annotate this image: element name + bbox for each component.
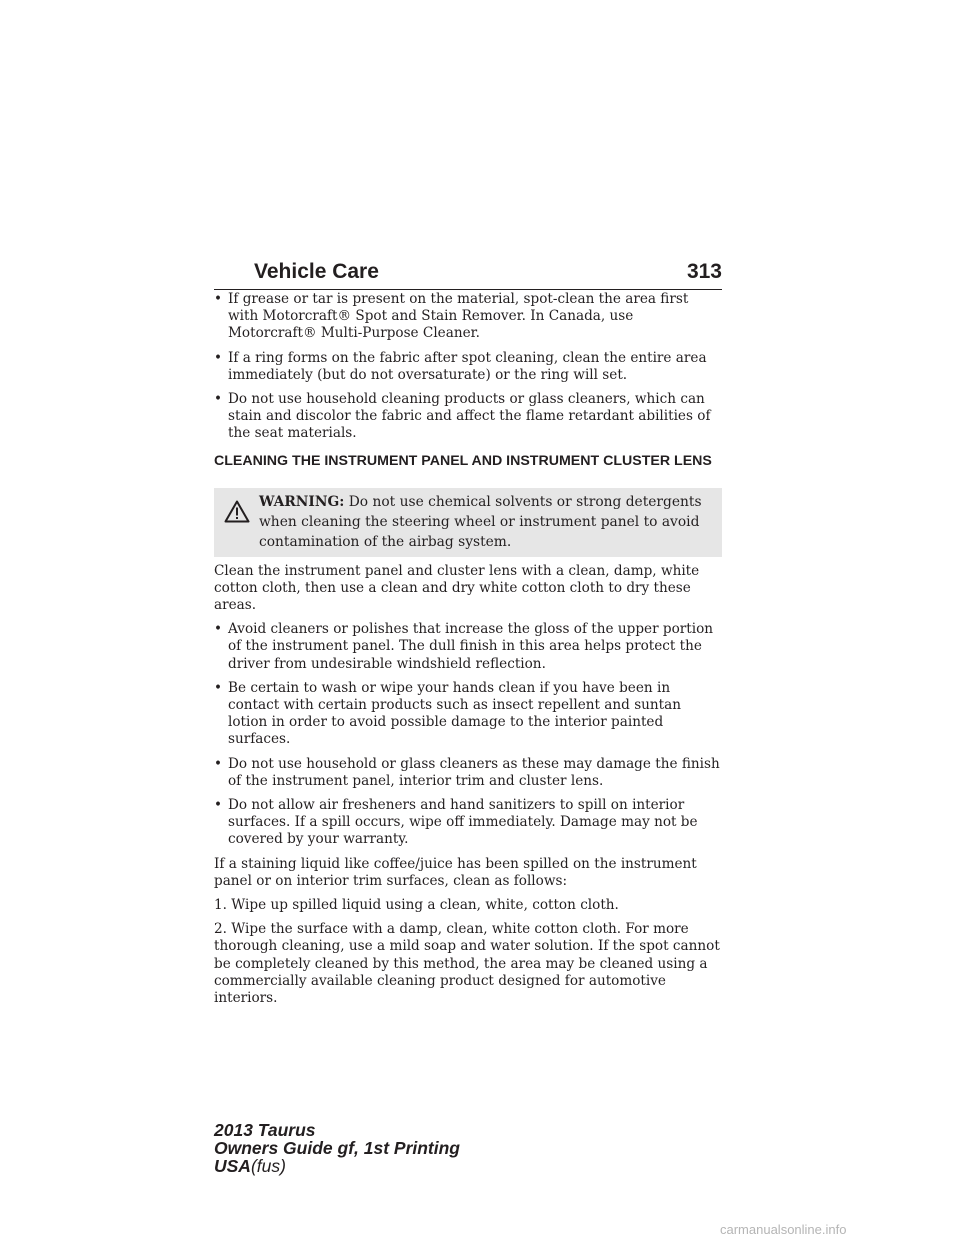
list-item-text: Be certain to wash or wipe your hands clean if you have been in contact with certain products such as insect repellent and suntan lotion in order to avoid possible damage to the interior painted surfaces.	[228, 679, 682, 748]
step-1: 1. Wipe up spilled liquid using a clean, white, cotton cloth.	[214, 897, 619, 914]
list-item-text: Do not use household cleaning products or glass cleaners, which can stain and discolor the fabric and affect the flame retardant abilities of the seat materials.	[228, 391, 711, 442]
list-item	[214, 291, 722, 343]
document-footer	[214, 1121, 460, 1175]
step-2: 2. Wipe the surface with a damp, clean, white cotton cloth. For more thorough cleaning, use a mild soap and water solution. If the spot cannot be completely cleaned by this method, the area may be cleaned using a commercially available cleaning product designed for automotive interiors.	[214, 921, 720, 1007]
list-item	[214, 350, 722, 384]
footer-guide: Owners Guide gf, 1st Printing	[214, 1138, 460, 1158]
list-item	[214, 797, 722, 849]
page-header	[214, 252, 722, 292]
section-title: Vehicle Care	[254, 260, 379, 283]
page-number: 313	[686, 260, 722, 283]
list-item-text: If a ring forms on the fabric after spot cleaning, clean the entire area immediately (but do not oversaturate) or the ring will set.	[228, 349, 707, 383]
warning-message: Do not use chemical solvents or strong detergents when cleaning the steering wheel or instrument panel to avoid contamination of the airbag system.	[259, 493, 702, 550]
warning-label: WARNING:	[259, 493, 345, 510]
bullet-marker: •	[214, 755, 223, 772]
footer-code: (fus)	[250, 1156, 286, 1176]
paragraph-staining: If a staining liquid like coffee/juice has been spilled on the instrument panel or on interior trim surfaces, clean as follows:	[214, 855, 697, 889]
list-item-text: Do not use household or glass cleaners as these may damage the finish of the instrument panel, interior trim and cluster lens.	[228, 755, 720, 789]
list-item-text: If grease or tar is present on the material, spot-clean the area first with Motorcraft® Spot and Stain Remover. In Canada, use Motorcraft® Multi-Purpose Cleaner.	[228, 291, 689, 342]
warning-triangle-icon	[224, 500, 250, 523]
list-item	[214, 680, 722, 749]
list-item	[214, 756, 722, 790]
warning-text	[214, 492, 710, 552]
list-item-text: Avoid cleaners or polishes that increase the gloss of the upper portion of the instrument panel. The dull finish in this area helps protect the driver from undesirable windshield reflection.	[228, 621, 714, 672]
bullet-marker: •	[214, 349, 223, 366]
bullet-marker: •	[214, 797, 223, 814]
list-item	[214, 621, 722, 673]
page-content	[214, 291, 722, 1014]
paragraph-intro: Clean the instrument panel and cluster lens with a clean, damp, white cotton cloth, then use a clean and dry white cotton cloth to dry these areas.	[214, 562, 700, 614]
footer-market	[214, 1157, 460, 1175]
bullet-marker: •	[214, 621, 223, 638]
watermark: carmanualsonline.info	[720, 1222, 847, 1237]
bullet-marker: •	[214, 291, 223, 307]
bullet-marker: •	[214, 679, 223, 696]
warning-box	[214, 488, 722, 557]
footer-model: 2013 Taurus	[214, 1120, 316, 1140]
section-heading: CLEANING THE INSTRUMENT PANEL AND INSTRUMENT CLUSTER LENS	[214, 452, 712, 469]
list-item	[214, 391, 722, 443]
bullet-marker: •	[214, 391, 223, 408]
list-item-text: Do not allow air fresheners and hand sanitizers to spill on interior surfaces. If a spill occurs, wipe off immediately. Damage may not be covered by your warranty.	[228, 797, 698, 848]
footer-country: USA	[214, 1156, 251, 1176]
header-divider	[214, 289, 722, 290]
